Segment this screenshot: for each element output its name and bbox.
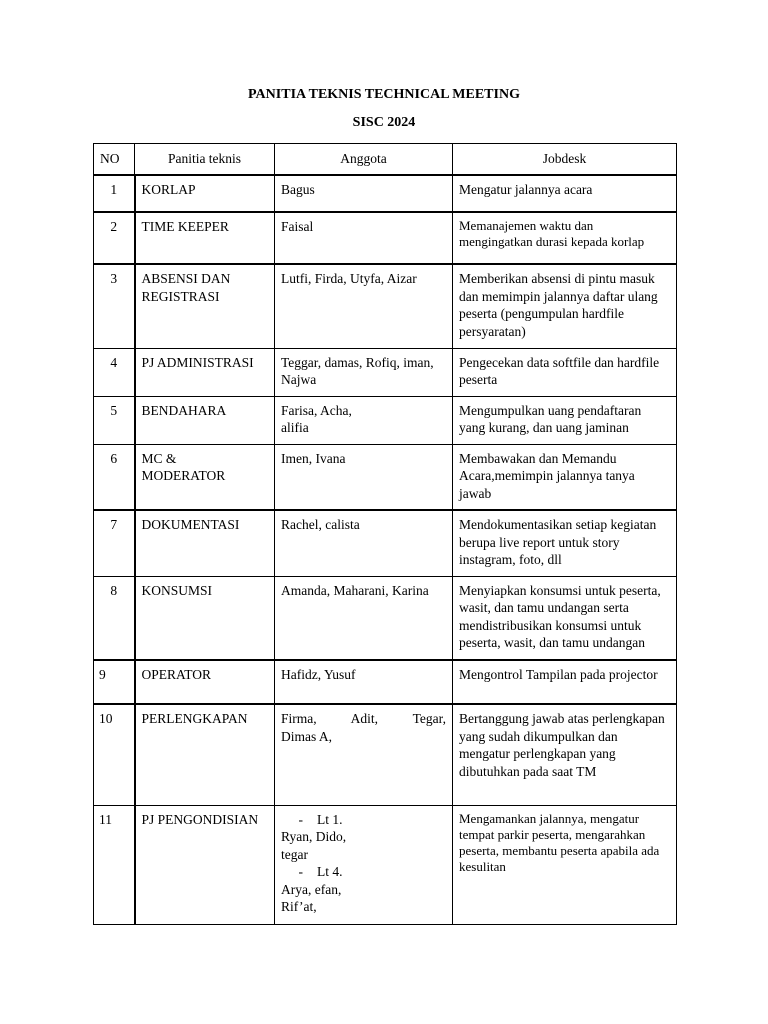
row-no: 9 (94, 660, 135, 704)
row-anggota: Hafidz, Yusuf (275, 660, 453, 704)
document-subtitle: SISC 2024 (352, 115, 416, 130)
anggota-line: Rif’at, (281, 899, 317, 914)
row-panitia: PERLENGKAPAN (135, 704, 275, 805)
header-anggota: Anggota (275, 144, 453, 176)
table-row (94, 660, 677, 704)
row-no: 10 (94, 704, 135, 805)
table-row (94, 396, 677, 444)
row-jobdesk: Mengamankan jalannya, mengatur tempat parkir peserta, mengarahkan peserta, membantu peserta apabila ada kesulitan (453, 805, 677, 924)
row-panitia: TIME KEEPER (135, 212, 275, 264)
row-panitia: OPERATOR (135, 660, 275, 704)
row-no: 1 (94, 175, 135, 212)
table-row (94, 510, 677, 576)
table-row (94, 264, 677, 348)
committee-table (93, 143, 677, 925)
row-anggota: Faisal (275, 212, 453, 264)
row-jobdesk: Mengatur jalannya acara (453, 175, 677, 212)
panitia-line: MC & (141, 450, 177, 466)
anggota-line: alifia (281, 420, 309, 435)
row-panitia: PJ ADMINISTRASI (135, 348, 275, 396)
row-anggota (275, 704, 453, 805)
row-jobdesk: Mengumpulkan uang pendaftaran yang kurang, dan uang jaminan (453, 396, 677, 444)
header-jobdesk: Jobdesk (453, 144, 677, 176)
row-anggota: Bagus (275, 175, 453, 212)
anggota-sublist-item: - Lt 4. (298, 864, 343, 879)
row-no: 5 (94, 396, 135, 444)
table-row (94, 805, 677, 924)
table-row (94, 576, 677, 660)
row-jobdesk: Menyiapkan konsumsi untuk peserta, wasit, dan tamu undangan serta mendistribusikan konsumsi untuk peserta, wasit, dan tamu undangan (453, 576, 677, 660)
table-row (94, 704, 677, 805)
row-no: 11 (94, 805, 135, 924)
anggota-line: Arya, efan, (281, 881, 342, 897)
row-panitia: BENDAHARA (135, 396, 275, 444)
anggota-line: Ryan, Dido, (281, 829, 347, 844)
row-jobdesk: Mengontrol Tampilan pada projector (453, 660, 677, 704)
row-no: 7 (94, 510, 135, 576)
row-jobdesk: Pengecekan data softfile dan hardfile peserta (453, 348, 677, 396)
anggota-line: Dimas A, (281, 728, 333, 744)
anggota-line: Firma, Adit, Tegar, (281, 711, 446, 726)
header-no: NO (94, 144, 135, 176)
row-no: 8 (94, 576, 135, 660)
anggota-line: tegar (281, 846, 308, 862)
table-row (94, 444, 677, 510)
header-panitia: Panitia teknis (135, 144, 275, 176)
row-no: 2 (94, 212, 135, 264)
row-anggota: Lutfi, Firda, Utyfa, Aizar (275, 264, 453, 348)
row-panitia: ABSENSI DAN REGISTRASI (135, 264, 275, 348)
row-anggota (275, 805, 453, 924)
row-anggota: Teggar, damas, Rofiq, iman, Najwa (275, 348, 453, 396)
row-panitia (135, 444, 275, 510)
row-no: 6 (94, 444, 135, 510)
row-anggota: Imen, Ivana (275, 444, 453, 510)
table-row (94, 348, 677, 396)
row-panitia: KORLAP (135, 175, 275, 212)
row-no: 4 (94, 348, 135, 396)
row-jobdesk: Mendokumentasikan setiap kegiatan berupa live report untuk story instagram, foto, dll (453, 510, 677, 576)
row-anggota: Amanda, Maharani, Karina (275, 576, 453, 660)
document-title: PANITIA TEKNIS TECHNICAL MEETING (248, 87, 520, 102)
row-panitia: KONSUMSI (135, 576, 275, 660)
row-panitia: PJ PENGONDISIAN (135, 805, 275, 924)
row-anggota (275, 396, 453, 444)
table-header-row (94, 144, 677, 176)
table-row (94, 212, 677, 264)
anggota-line: Farisa, Acha, (281, 402, 352, 418)
row-jobdesk: Memanajemen waktu dan mengingatkan durasi kepada korlap (453, 212, 677, 264)
row-jobdesk: Bertanggung jawab atas perlengkapan yang sudah dikumpulkan dan mengatur perlengkapan yang dibutuhkan pada saat TM (453, 704, 677, 805)
anggota-sublist-item: - Lt 1. (298, 811, 343, 827)
row-jobdesk: Membawakan dan Memandu Acara,memimpin jalannya tanya jawab (453, 444, 677, 510)
row-no: 3 (94, 264, 135, 348)
row-jobdesk: Memberikan absensi di pintu masuk dan memimpin jalannya daftar ulang peserta (pengumpulan hardfile persyaratan) (453, 264, 677, 348)
row-panitia: DOKUMENTASI (135, 510, 275, 576)
table-row (94, 175, 677, 212)
panitia-line: MODERATOR (141, 468, 226, 483)
row-anggota: Rachel, calista (275, 510, 453, 576)
